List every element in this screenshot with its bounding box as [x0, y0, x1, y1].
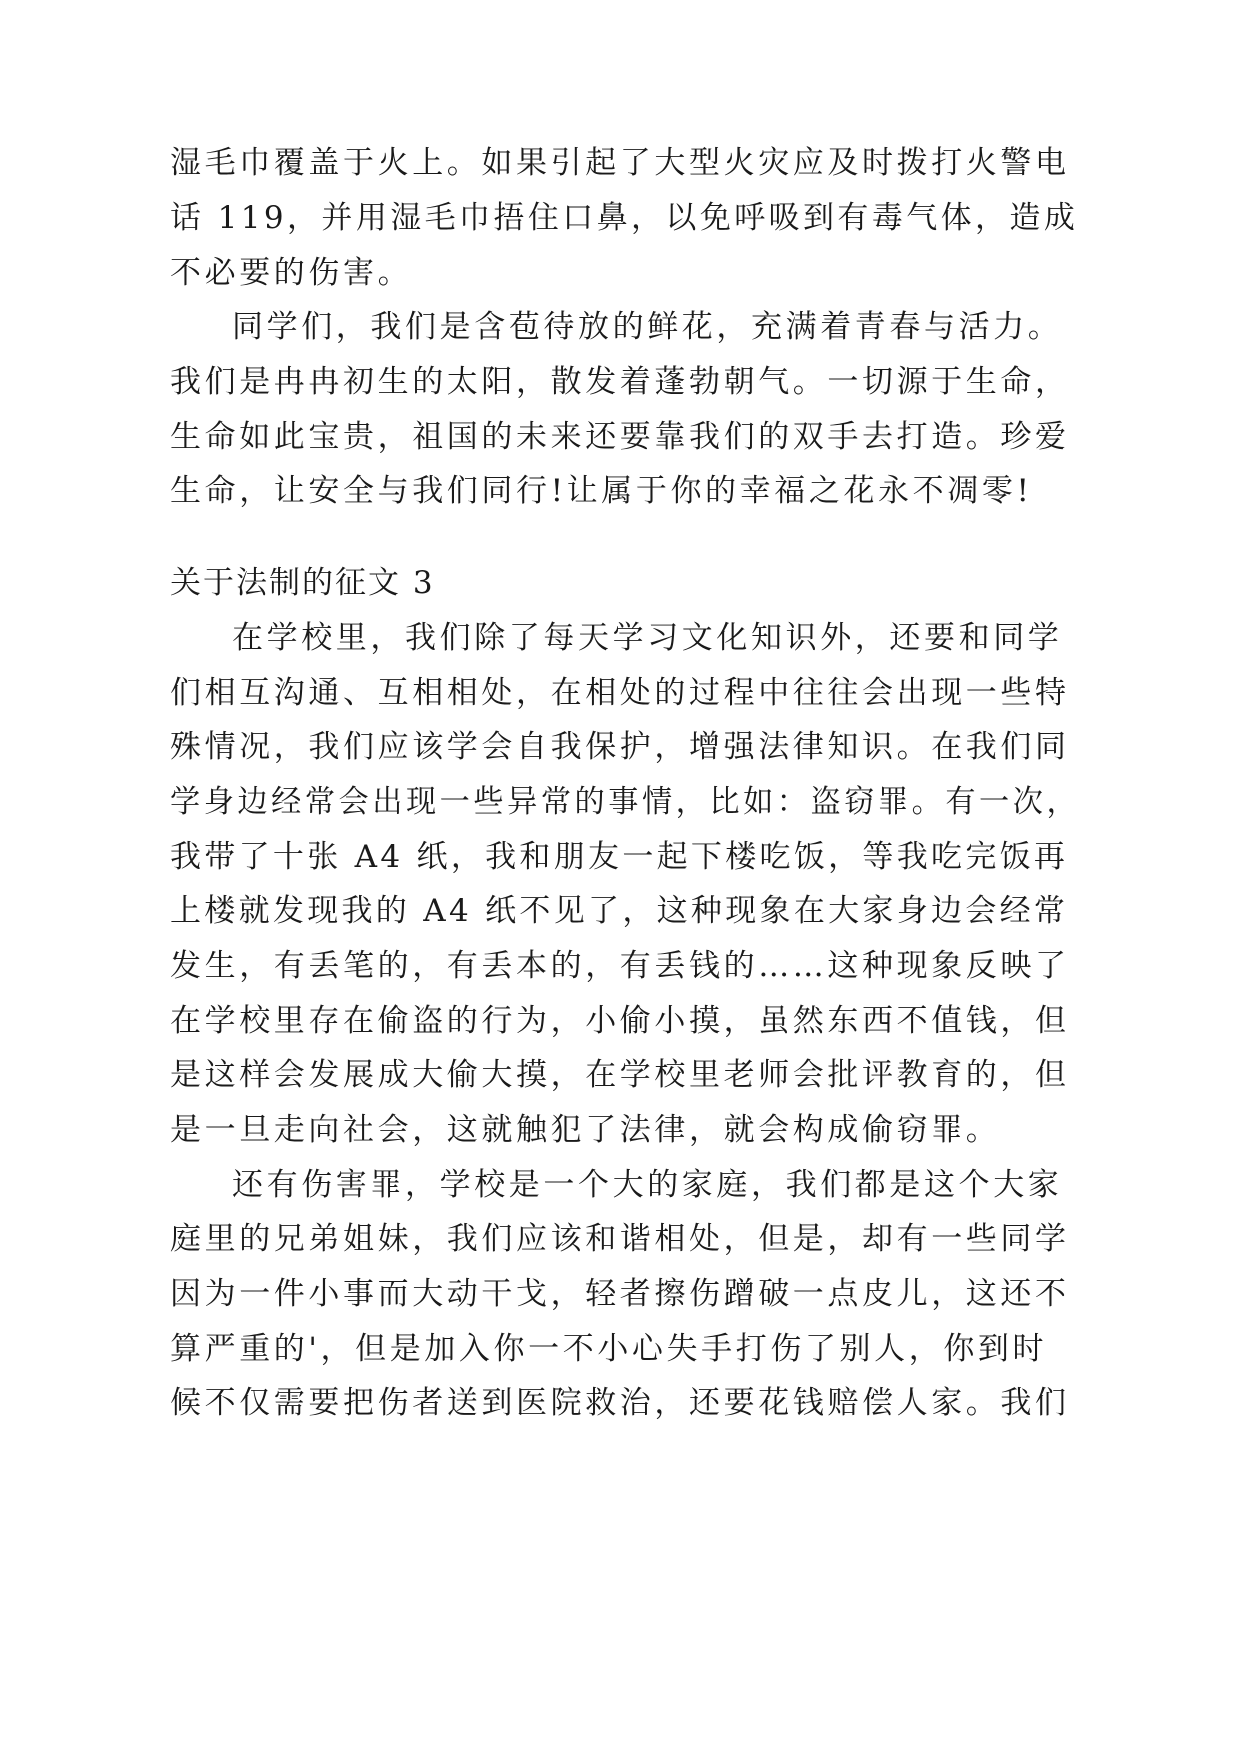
- text-line: 我带了十张 A4 纸，我和朋友一起下楼吃饭，等我吃完饭再: [170, 839, 1069, 875]
- text-line: 候不仅需要把伤者送到医院救治，还要花钱赔偿人家。我们: [170, 1385, 1070, 1421]
- text-line: 不必要的伤害。: [170, 255, 413, 291]
- text-line: 学身边经常会出现一些异常的事情，比如：盗窃罪。有一次，: [170, 784, 1081, 820]
- text-line: 我们是冉冉初生的太阳，散发着蓬勃朝气。一切源于生命，: [170, 364, 1070, 400]
- text-line: 算严重的'，但是加入你一不小心失手打伤了别人，你到时: [170, 1331, 1048, 1367]
- text-line: 庭里的兄弟姐妹，我们应该和谐相处，但是，却有一些同学: [170, 1221, 1070, 1257]
- text-line: 是这样会发展成大偷大摸，在学校里老师会批评教育的，但: [170, 1057, 1070, 1093]
- text-line: 在学校里存在偷盗的行为，小偷小摸，虽然东西不值钱，但: [170, 1003, 1070, 1039]
- text-line: 在学校里，我们除了每天学习文化知识外，还要和同学: [232, 620, 1063, 656]
- text-line: 因为一件小事而大动干戈，轻者擦伤蹭破一点皮儿，这还不: [170, 1276, 1070, 1312]
- text-line: 是一旦走向社会，这就触犯了法律，就会构成偷窃罪。: [170, 1112, 1001, 1148]
- text-line: 生命，让安全与我们同行!让属于你的幸福之花永不凋零!: [170, 473, 1033, 509]
- text-line: 生命如此宝贵，祖国的未来还要靠我们的双手去打造。珍爱: [170, 419, 1070, 455]
- text-line: 们相互沟通、互相相处，在相处的过程中往往会出现一些特: [170, 675, 1070, 711]
- text-line: 上楼就发现我的 A4 纸不见了，这种现象在大家身边会经常: [170, 893, 1069, 929]
- text-line: 同学们，我们是含苞待放的鲜花，充满着青春与活力。: [232, 309, 1063, 345]
- text-line: 湿毛巾覆盖于火上。如果引起了大型火灾应及时拨打火警电: [170, 145, 1070, 181]
- text-line: 话 119，并用湿毛巾捂住口鼻，以免呼吸到有毒气体，造成: [170, 200, 1079, 236]
- text-line: 殊情况，我们应该学会自我保护，增强法律知识。在我们同: [170, 729, 1070, 765]
- text-line: 还有伤害罪，学校是一个大的家庭，我们都是这个大家: [232, 1167, 1063, 1203]
- section-heading: 关于法制的征文 3: [170, 565, 435, 601]
- text-line: 发生，有丢笔的，有丢本的，有丢钱的……这种现象反映了: [170, 948, 1070, 984]
